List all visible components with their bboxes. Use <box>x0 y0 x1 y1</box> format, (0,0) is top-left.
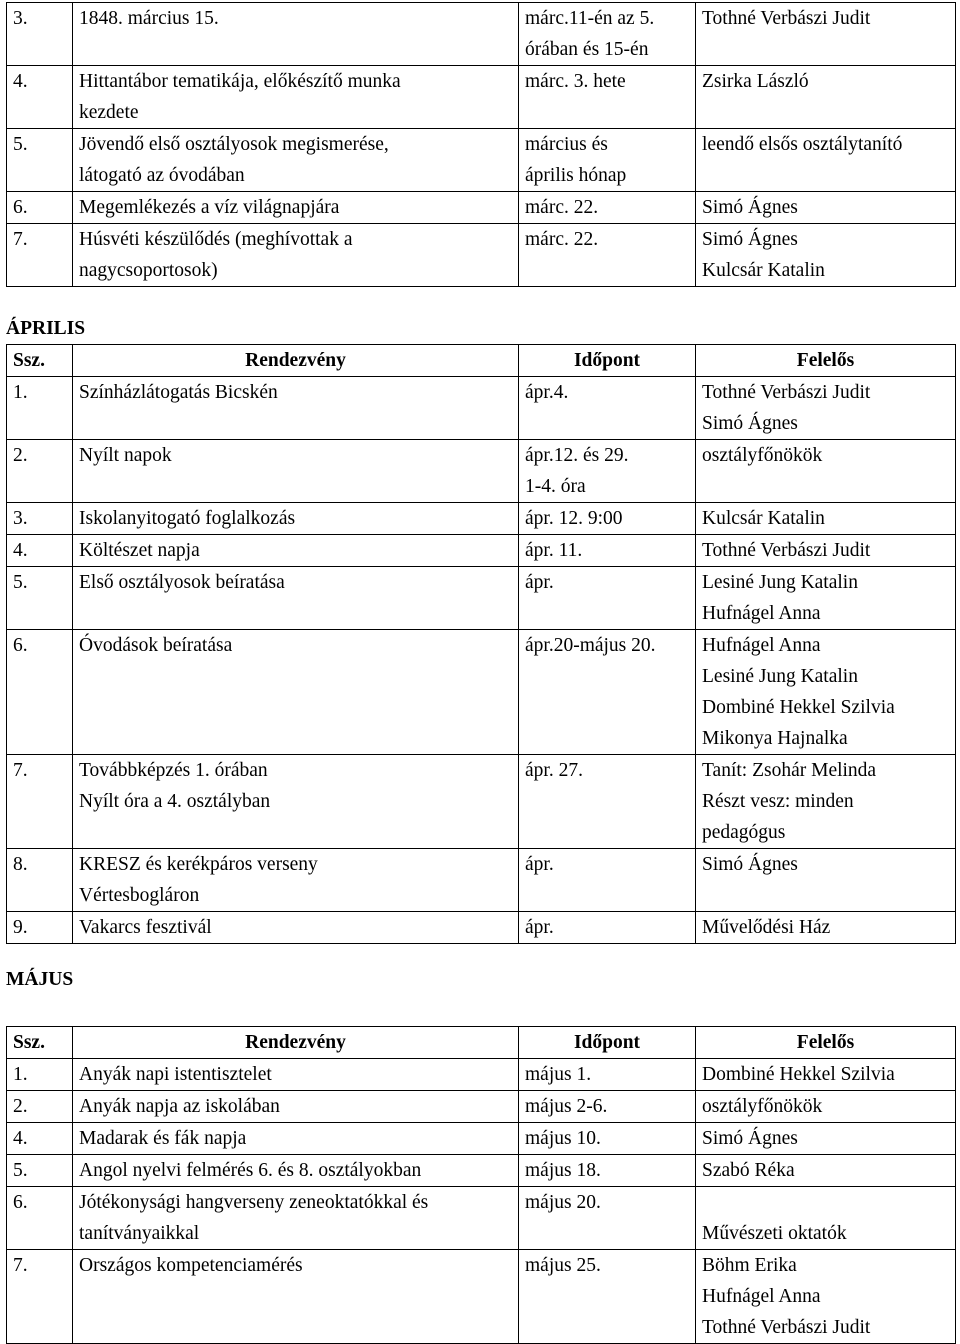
event-cell <box>73 1187 519 1250</box>
time-cell-line: ápr.4. <box>525 382 569 403</box>
responsible-cell <box>696 1155 956 1187</box>
table-row <box>7 912 956 944</box>
responsible-cell-line <box>702 1187 955 1218</box>
time-cell-line: május 25. <box>525 1255 601 1276</box>
responsible-cell-line: Kulcsár Katalin <box>702 508 825 529</box>
row-number: 2. <box>7 440 73 503</box>
row-number: 5. <box>7 567 73 630</box>
time-cell <box>519 630 696 755</box>
responsible-cell-line: osztályfőnökök <box>702 445 823 466</box>
time-cell-line: márc. 22. <box>525 197 599 218</box>
event-cell-line: Húsvéti készülődés (meghívottak a <box>79 229 353 250</box>
row-number: 7. <box>7 755 73 849</box>
time-cell-line: órában és 15-én <box>525 39 649 60</box>
row-number: 5. <box>7 129 73 192</box>
event-cell <box>73 630 519 755</box>
event-cell-line: 1848. március 15. <box>79 8 219 29</box>
responsible-cell-line: pedagógus <box>702 822 786 843</box>
responsible-cell <box>696 567 956 630</box>
table-row <box>7 224 956 287</box>
event-cell <box>73 1123 519 1155</box>
event-cell <box>73 377 519 440</box>
responsible-cell-line: Simó Ágnes <box>702 1128 798 1149</box>
responsible-cell-line: Tothné Verbászi Judit <box>702 8 871 29</box>
row-number: 4. <box>7 535 73 567</box>
event-cell-line: kezdete <box>79 102 139 123</box>
time-cell <box>519 503 696 535</box>
responsible-cell <box>696 224 956 287</box>
event-cell-line: Madarak és fák napja <box>79 1128 247 1149</box>
table-row <box>7 1250 956 1344</box>
event-cell-line: Továbbképzés 1. órában <box>79 760 268 781</box>
time-cell <box>519 377 696 440</box>
responsible-cell <box>696 1250 956 1344</box>
event-cell-line: Első osztályosok beíratása <box>79 572 285 593</box>
event-cell-line: Anyák napi istentisztelet <box>79 1064 272 1085</box>
responsible-cell-line: Simó Ágnes <box>702 197 798 218</box>
event-cell-line: Anyák napja az iskolában <box>79 1096 280 1117</box>
responsible-cell <box>696 1123 956 1155</box>
time-cell <box>519 1187 696 1250</box>
responsible-cell-line: Simó Ágnes <box>702 413 798 434</box>
row-number: 4. <box>7 66 73 129</box>
responsible-cell <box>696 440 956 503</box>
row-number: 3. <box>7 3 73 66</box>
header-no: Ssz. <box>7 1027 73 1059</box>
time-cell-line: ápr. 27. <box>525 760 583 781</box>
responsible-cell-line: Böhm Erika <box>702 1255 797 1276</box>
event-cell-line: nagycsoportosok) <box>79 260 218 281</box>
event-cell-line: látogató az óvodában <box>79 165 245 186</box>
responsible-cell-line: Tothné Verbászi Judit <box>702 1317 871 1338</box>
event-cell <box>73 755 519 849</box>
event-cell <box>73 1155 519 1187</box>
responsible-cell-line: Mikonya Hajnalka <box>702 728 848 749</box>
table-row <box>7 1059 956 1091</box>
event-cell-line: Jótékonysági hangverseny zeneoktatókkal és <box>79 1192 429 1213</box>
table-row <box>7 503 956 535</box>
time-cell <box>519 567 696 630</box>
responsible-cell-line: Lesiné Jung Katalin <box>702 572 858 593</box>
table-row <box>7 192 956 224</box>
responsible-cell-line: Tothné Verbászi Judit <box>702 382 871 403</box>
time-cell <box>519 129 696 192</box>
time-cell-line: ápr. 11. <box>525 540 583 561</box>
responsible-cell-line: Művészeti oktatók <box>702 1223 847 1244</box>
event-cell-line: Megemlékezés a víz világnapjára <box>79 197 340 218</box>
event-cell <box>73 849 519 912</box>
april-header-row <box>7 345 956 377</box>
time-cell-line: márc. 22. <box>525 229 599 250</box>
responsible-cell <box>696 3 956 66</box>
time-cell <box>519 66 696 129</box>
table-row <box>7 567 956 630</box>
responsible-cell <box>696 630 956 755</box>
event-cell-line: Nyílt óra a 4. osztályban <box>79 791 271 812</box>
responsible-cell <box>696 912 956 944</box>
time-cell <box>519 1250 696 1344</box>
row-number: 1. <box>7 1059 73 1091</box>
responsible-cell <box>696 1187 956 1250</box>
time-cell <box>519 224 696 287</box>
responsible-cell <box>696 755 956 849</box>
event-cell <box>73 912 519 944</box>
event-cell-line: Költészet napja <box>79 540 200 561</box>
row-number: 6. <box>7 192 73 224</box>
time-cell-line: ápr. 12. 9:00 <box>525 508 623 529</box>
table-row <box>7 849 956 912</box>
time-cell-line: márc. 3. hete <box>525 71 626 92</box>
event-cell-line: Angol nyelvi felmérés 6. és 8. osztályokban <box>79 1160 422 1181</box>
may-header-row <box>7 1027 956 1059</box>
responsible-cell <box>696 503 956 535</box>
time-cell <box>519 535 696 567</box>
responsible-cell-line: Szabó Réka <box>702 1160 795 1181</box>
responsible-cell-line: Dombiné Hekkel Szilvia <box>702 1064 895 1085</box>
time-cell <box>519 1059 696 1091</box>
time-cell-line: ápr. <box>525 917 554 938</box>
event-cell-line: Óvodások beíratása <box>79 635 233 656</box>
responsible-cell-line: leendő elsős osztálytanító <box>702 134 903 155</box>
time-cell-line: április hónap <box>525 165 627 186</box>
time-cell-line: ápr.20-május 20. <box>525 635 656 656</box>
responsible-cell-line: Kulcsár Katalin <box>702 260 825 281</box>
table-row <box>7 1155 956 1187</box>
may-heading: MÁJUS <box>6 969 74 990</box>
time-cell-line: ápr. <box>525 854 554 875</box>
time-cell <box>519 1123 696 1155</box>
table-row <box>7 3 956 66</box>
event-cell <box>73 3 519 66</box>
row-number: 6. <box>7 630 73 755</box>
event-cell <box>73 129 519 192</box>
header-time: Időpont <box>519 345 696 377</box>
event-cell <box>73 535 519 567</box>
time-cell <box>519 3 696 66</box>
event-cell-line: Vértesbogláron <box>79 885 200 906</box>
row-number: 4. <box>7 1123 73 1155</box>
table-row <box>7 129 956 192</box>
responsible-cell-line: Simó Ágnes <box>702 229 798 250</box>
time-cell-line: ápr. <box>525 572 554 593</box>
event-cell-line: Színházlátogatás Bicskén <box>79 382 278 403</box>
row-number: 7. <box>7 224 73 287</box>
time-cell-line: május 2-6. <box>525 1096 608 1117</box>
responsible-cell-line: osztályfőnökök <box>702 1096 823 1117</box>
responsible-cell-line: Hufnágel Anna <box>702 603 821 624</box>
event-cell <box>73 440 519 503</box>
responsible-cell <box>696 192 956 224</box>
event-cell <box>73 224 519 287</box>
responsible-cell <box>696 1091 956 1123</box>
april-table-body <box>7 377 956 944</box>
event-cell <box>73 503 519 535</box>
table-row <box>7 1091 956 1123</box>
responsible-cell-line: Tanít: Zsohár Melinda <box>702 760 877 781</box>
time-cell-line: 1-4. óra <box>525 476 586 497</box>
event-cell <box>73 66 519 129</box>
row-number: 7. <box>7 1250 73 1344</box>
time-cell <box>519 1091 696 1123</box>
event-cell-line: tanítványaikkal <box>79 1223 200 1244</box>
responsible-cell <box>696 377 956 440</box>
header-no: Ssz. <box>7 345 73 377</box>
event-cell-line: Iskolanyitogató foglalkozás <box>79 508 296 529</box>
responsible-cell-line: Részt vesz: minden <box>702 791 854 812</box>
responsible-cell <box>696 535 956 567</box>
table-row <box>7 1187 956 1250</box>
time-cell <box>519 1155 696 1187</box>
table-row <box>7 755 956 849</box>
header-resp: Felelős <box>696 1027 956 1059</box>
event-cell-line: Nyílt napok <box>79 445 172 466</box>
event-cell <box>73 1091 519 1123</box>
row-number: 1. <box>7 377 73 440</box>
responsible-cell-line: Simó Ágnes <box>702 854 798 875</box>
responsible-cell-line: Zsirka László <box>702 71 809 92</box>
header-time: Időpont <box>519 1027 696 1059</box>
header-event: Rendezvény <box>73 1027 519 1059</box>
event-cell-line: Hittantábor tematikája, előkészítő munka <box>79 71 401 92</box>
header-event: Rendezvény <box>73 345 519 377</box>
table-row <box>7 66 956 129</box>
responsible-cell-line: Dombiné Hekkel Szilvia <box>702 697 895 718</box>
event-cell <box>73 192 519 224</box>
responsible-cell-line: Művelődési Ház <box>702 917 831 938</box>
table-row <box>7 630 956 755</box>
event-cell-line: KRESZ és kerékpáros verseny <box>79 854 318 875</box>
may-schedule-table <box>6 1026 956 1344</box>
header-resp: Felelős <box>696 345 956 377</box>
event-cell <box>73 1250 519 1344</box>
responsible-cell <box>696 66 956 129</box>
responsible-cell <box>696 849 956 912</box>
row-number: 8. <box>7 849 73 912</box>
may-table-body <box>7 1059 956 1344</box>
row-number: 6. <box>7 1187 73 1250</box>
time-cell <box>519 755 696 849</box>
responsible-cell <box>696 1059 956 1091</box>
march-table-body <box>7 3 956 287</box>
march-schedule-table <box>6 2 956 287</box>
row-number: 2. <box>7 1091 73 1123</box>
time-cell-line: május 18. <box>525 1160 601 1181</box>
responsible-cell-line: Hufnágel Anna <box>702 1286 821 1307</box>
april-heading: ÁPRILIS <box>6 318 86 339</box>
time-cell-line: ápr.12. és 29. <box>525 445 629 466</box>
table-row <box>7 377 956 440</box>
time-cell <box>519 849 696 912</box>
time-cell <box>519 912 696 944</box>
time-cell-line: március és <box>525 134 608 155</box>
responsible-cell-line: Tothné Verbászi Judit <box>702 540 871 561</box>
event-cell-line: Vakarcs fesztivál <box>79 917 212 938</box>
event-cell-line: Országos kompetenciamérés <box>79 1255 303 1276</box>
table-row <box>7 1123 956 1155</box>
time-cell <box>519 440 696 503</box>
table-row <box>7 535 956 567</box>
event-cell-line: Jövendő első osztályosok megismerése, <box>79 134 389 155</box>
row-number: 9. <box>7 912 73 944</box>
row-number: 5. <box>7 1155 73 1187</box>
responsible-cell-line: Lesiné Jung Katalin <box>702 666 858 687</box>
time-cell-line: május 20. <box>525 1192 601 1213</box>
responsible-cell-line: Hufnágel Anna <box>702 635 821 656</box>
event-cell <box>73 567 519 630</box>
event-cell <box>73 1059 519 1091</box>
time-cell-line: május 1. <box>525 1064 592 1085</box>
april-schedule-table <box>6 344 956 944</box>
row-number: 3. <box>7 503 73 535</box>
time-cell-line: márc.11-én az 5. <box>525 8 655 29</box>
time-cell <box>519 192 696 224</box>
responsible-cell <box>696 129 956 192</box>
table-row <box>7 440 956 503</box>
time-cell-line: május 10. <box>525 1128 601 1149</box>
